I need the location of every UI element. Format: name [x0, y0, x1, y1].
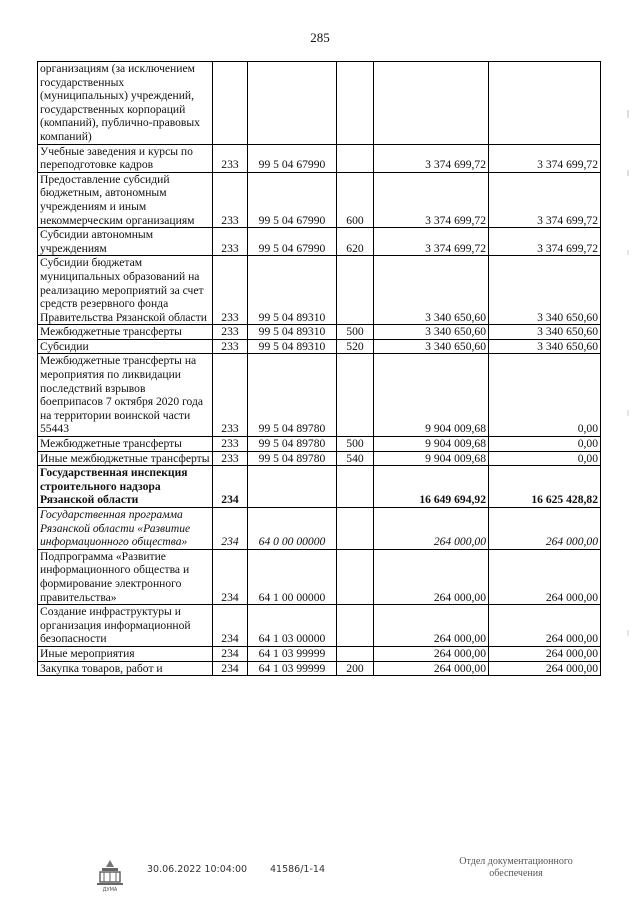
- row-code-cell: 233: [213, 144, 248, 172]
- row-code-cell: 234: [213, 646, 248, 661]
- row-type-cell: 500: [337, 437, 374, 452]
- row-sum-2022-cell: 9 904 009,68: [374, 451, 489, 466]
- row-name-cell: Субсидии автономным учреждениям: [38, 228, 213, 256]
- row-section-cell: 64 1 03 00000: [248, 605, 337, 647]
- row-sum-2022-cell: 9 904 009,68: [374, 437, 489, 452]
- row-code-cell: 233: [213, 256, 248, 325]
- row-code-cell: 234: [213, 661, 248, 676]
- row-sum-2023-cell: 264 000,00: [489, 549, 601, 604]
- row-sum-2022-cell: [374, 62, 489, 145]
- row-code-cell: 234: [213, 549, 248, 604]
- row-type-cell: [337, 354, 374, 437]
- scan-margin-marks: [626, 110, 630, 670]
- table-row: [38, 62, 601, 145]
- row-sum-2023-cell: 3 374 699,72: [489, 172, 601, 227]
- table-row: [38, 172, 601, 227]
- footer: [0, 858, 640, 898]
- row-section-cell: 99 5 04 89310: [248, 256, 337, 325]
- budget-table: [37, 61, 601, 676]
- table-row: [38, 325, 601, 340]
- row-code-cell: 233: [213, 437, 248, 452]
- row-name-cell: Создание инфраструктуры и организация информационной безопасности: [38, 605, 213, 647]
- row-type-cell: [337, 466, 374, 508]
- page-number: 285: [310, 30, 330, 45]
- row-sum-2023-cell: 264 000,00: [489, 661, 601, 676]
- row-sum-2023-cell: 3 374 699,72: [489, 144, 601, 172]
- row-sum-2023-cell: 0,00: [489, 451, 601, 466]
- row-name-cell: Предоставление субсидий бюджетным, автономным учреждениям и иным некоммерческим организациям: [38, 172, 213, 227]
- row-type-cell: [337, 646, 374, 661]
- row-name-cell: Учебные заведения и курсы по переподготовке кадров: [38, 144, 213, 172]
- table-row: [38, 661, 601, 676]
- row-sum-2023-cell: 0,00: [489, 354, 601, 437]
- row-code-cell: 233: [213, 451, 248, 466]
- row-type-cell: [337, 256, 374, 325]
- table-row: [38, 451, 601, 466]
- row-name-cell: Иные мероприятия: [38, 646, 213, 661]
- emblem-text: ДУМА: [102, 887, 118, 893]
- row-code-cell: [213, 62, 248, 145]
- row-sum-2023-cell: 3 340 650,60: [489, 325, 601, 340]
- row-sum-2022-cell: 3 340 650,60: [374, 325, 489, 340]
- footer-datetime: 30.06.2022 10:04:00: [147, 864, 248, 875]
- budget-table-body: [38, 62, 601, 676]
- row-section-cell: 64 1 03 99999: [248, 661, 337, 676]
- row-sum-2022-cell: 16 649 694,92: [374, 466, 489, 508]
- table-row: [38, 605, 601, 647]
- row-section-cell: 99 5 04 67990: [248, 228, 337, 256]
- row-sum-2022-cell: 3 340 650,60: [374, 256, 489, 325]
- table-row: [38, 256, 601, 325]
- row-code-cell: 233: [213, 228, 248, 256]
- row-section-cell: [248, 466, 337, 508]
- row-type-cell: 620: [337, 228, 374, 256]
- row-type-cell: [337, 549, 374, 604]
- row-section-cell: 99 5 04 89780: [248, 437, 337, 452]
- row-section-cell: 64 0 00 00000: [248, 508, 337, 550]
- table-row: [38, 339, 601, 354]
- row-section-cell: 64 1 03 99999: [248, 646, 337, 661]
- row-name-cell: Межбюджетные трансферты: [38, 325, 213, 340]
- row-name-cell: Субсидии: [38, 339, 213, 354]
- row-type-cell: [337, 62, 374, 145]
- row-sum-2022-cell: 264 000,00: [374, 508, 489, 550]
- row-sum-2023-cell: 3 340 650,60: [489, 339, 601, 354]
- row-code-cell: 233: [213, 354, 248, 437]
- row-code-cell: 233: [213, 339, 248, 354]
- row-sum-2023-cell: 3 340 650,60: [489, 256, 601, 325]
- row-section-cell: 99 5 04 89780: [248, 451, 337, 466]
- row-sum-2022-cell: 264 000,00: [374, 605, 489, 647]
- row-sum-2022-cell: 9 904 009,68: [374, 354, 489, 437]
- row-type-cell: 200: [337, 661, 374, 676]
- row-sum-2022-cell: 3 374 699,72: [374, 144, 489, 172]
- footer-reg-number: 41586/1-14: [270, 864, 325, 875]
- row-name-cell: Государственная программа Рязанской области «Развитие информационного общества»: [38, 508, 213, 550]
- footer-department-stamp: Отдел документационного обеспечения: [459, 856, 573, 879]
- row-type-cell: [337, 605, 374, 647]
- row-sum-2023-cell: [489, 62, 601, 145]
- row-section-cell: 99 5 04 67990: [248, 144, 337, 172]
- table-row: [38, 437, 601, 452]
- row-name-cell: Межбюджетные трансферты: [38, 437, 213, 452]
- table-row: [38, 228, 601, 256]
- row-sum-2022-cell: 3 374 699,72: [374, 172, 489, 227]
- table-row: [38, 466, 601, 508]
- table-row: [38, 549, 601, 604]
- table-row: [38, 508, 601, 550]
- table-row: [38, 646, 601, 661]
- row-type-cell: 500: [337, 325, 374, 340]
- row-sum-2023-cell: 3 374 699,72: [489, 228, 601, 256]
- row-type-cell: [337, 144, 374, 172]
- row-code-cell: 233: [213, 172, 248, 227]
- row-name-cell: Подпрограмма «Развитие информационного общества и формирование электронного правительства»: [38, 549, 213, 604]
- row-section-cell: 99 5 04 89310: [248, 339, 337, 354]
- row-sum-2022-cell: 3 340 650,60: [374, 339, 489, 354]
- row-type-cell: 540: [337, 451, 374, 466]
- row-sum-2022-cell: 264 000,00: [374, 661, 489, 676]
- row-name-cell: организациям (за исключением государственных (муниципальных) учреждений, государственных корпораций (компаний), публично-правовых компаний): [38, 62, 213, 145]
- row-code-cell: 234: [213, 466, 248, 508]
- row-name-cell: Закупка товаров, работ и: [38, 661, 213, 676]
- row-section-cell: 64 1 00 00000: [248, 549, 337, 604]
- row-sum-2022-cell: 264 000,00: [374, 646, 489, 661]
- row-sum-2023-cell: 264 000,00: [489, 646, 601, 661]
- row-section-cell: [248, 62, 337, 145]
- row-name-cell: Субсидии бюджетам муниципальных образований на реализацию мероприятий за счет средств резервного фонда Правительства Рязанской области: [38, 256, 213, 325]
- emblem-icon: [92, 858, 128, 897]
- row-type-cell: [337, 508, 374, 550]
- row-section-cell: 99 5 04 89780: [248, 354, 337, 437]
- row-sum-2023-cell: 264 000,00: [489, 605, 601, 647]
- row-code-cell: 234: [213, 508, 248, 550]
- row-name-cell: Межбюджетные трансферты на мероприятия по ликвидации последствий взрывов боеприпасов 7 октября 2020 года на территории воинской части 55443: [38, 354, 213, 437]
- table-row: [38, 354, 601, 437]
- row-type-cell: 600: [337, 172, 374, 227]
- row-code-cell: 233: [213, 325, 248, 340]
- row-sum-2023-cell: 0,00: [489, 437, 601, 452]
- row-name-cell: Иные межбюджетные трансферты: [38, 451, 213, 466]
- row-sum-2023-cell: 264 000,00: [489, 508, 601, 550]
- row-code-cell: 234: [213, 605, 248, 647]
- row-sum-2022-cell: 3 374 699,72: [374, 228, 489, 256]
- row-section-cell: 99 5 04 67990: [248, 172, 337, 227]
- row-type-cell: 520: [337, 339, 374, 354]
- row-sum-2022-cell: 264 000,00: [374, 549, 489, 604]
- row-sum-2023-cell: 16 625 428,82: [489, 466, 601, 508]
- table-row: [38, 144, 601, 172]
- row-name-cell: Государственная инспекция строительного надзора Рязанской области: [38, 466, 213, 508]
- row-section-cell: 99 5 04 89310: [248, 325, 337, 340]
